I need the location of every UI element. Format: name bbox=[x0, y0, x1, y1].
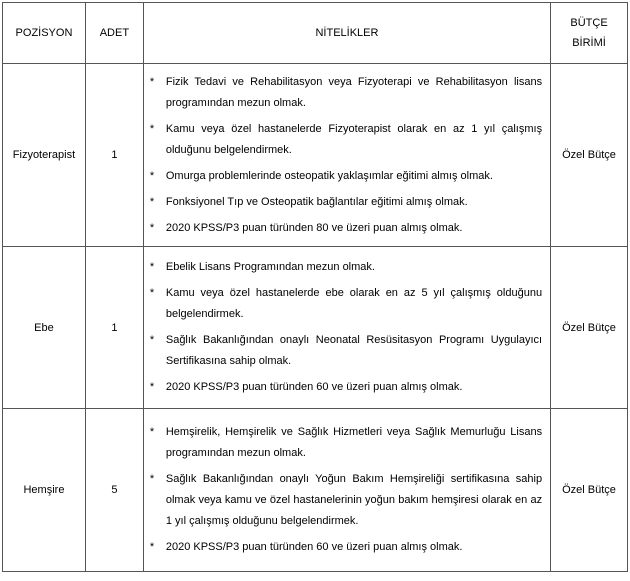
bullet-star: * bbox=[149, 122, 155, 135]
qualification-text: 2020 KPSS/P3 puan türünden 60 ve üzeri puan almış olmak. bbox=[165, 381, 463, 393]
bullet-star: * bbox=[149, 221, 155, 234]
table-row-fizyoterapist bbox=[3, 64, 628, 247]
header-budget-line1: BÜTÇE bbox=[570, 17, 608, 29]
qualification-item bbox=[150, 166, 542, 187]
qualification-item bbox=[150, 257, 542, 278]
qualification-text: 2020 KPSS/P3 puan türünden 60 ve üzeri puan almış olmak. bbox=[165, 541, 463, 553]
qualification-item bbox=[150, 330, 542, 372]
cell-count: 1 bbox=[85, 247, 143, 409]
header-budget bbox=[551, 3, 628, 64]
cell-qualifications bbox=[143, 247, 550, 409]
qualification-item bbox=[150, 422, 542, 464]
header-count: ADET bbox=[85, 3, 143, 64]
bullet-star: * bbox=[149, 473, 155, 485]
qualification-text: Sağlık Bakanlığından onaylı Yoğun Bakım Hemşireliği sertifikasına sahip olmak veya kamu ve özel hastanelerinin yoğun bakım hemşiresi olarak en az 1 yıl çalışmış olduğunu belgelendirmek. bbox=[165, 473, 543, 527]
bullet-star: * bbox=[149, 169, 155, 182]
qualification-text: Sağlık Bakanlığından onaylı Neonatal Resüsitasyon Programı Uygulayıcı Sertifikasına sahip olmak. bbox=[165, 334, 543, 367]
bullet-star: * bbox=[149, 261, 155, 273]
table-header-row bbox=[3, 3, 628, 64]
cell-position: Ebe bbox=[3, 247, 86, 409]
qualification-item bbox=[150, 537, 542, 558]
cell-budget: Özel Bütçe bbox=[551, 247, 628, 409]
header-qualifications: NİTELİKLER bbox=[143, 3, 550, 64]
qualification-item bbox=[150, 119, 542, 161]
bullet-star: * bbox=[149, 426, 155, 438]
bullet-star: * bbox=[149, 334, 155, 346]
qualification-text: Kamu veya özel hastanelerde Fizyoterapist olarak en az 1 yıl çalışmış olduğunu belgelendirmek. bbox=[165, 122, 543, 156]
qualification-item bbox=[150, 283, 542, 325]
header-budget-line2: BİRİMİ bbox=[572, 37, 606, 49]
table-row-hemsire bbox=[3, 409, 628, 572]
qualification-item bbox=[150, 218, 542, 239]
cell-count: 5 bbox=[85, 409, 143, 572]
bullet-star: * bbox=[149, 541, 155, 553]
qualification-text: Kamu veya özel hastanelerde ebe olarak en az 5 yıl çalışmış olduğunu belgelendirmek. bbox=[165, 287, 543, 320]
qualification-text: Hemşirelik, Hemşirelik ve Sağlık Hizmetleri veya Sağlık Memurluğu Lisans programından mezun olmak. bbox=[165, 426, 543, 459]
qualification-text: Fonksiyonel Tıp ve Osteopatik bağlantılar eğitimi almış olmak. bbox=[165, 195, 468, 208]
cell-position: Hemşire bbox=[3, 409, 86, 572]
qualification-list bbox=[144, 253, 550, 402]
header-position: POZİSYON bbox=[3, 3, 86, 64]
cell-budget: Özel Bütçe bbox=[551, 64, 628, 247]
qualification-item bbox=[150, 377, 542, 398]
cell-budget: Özel Bütçe bbox=[551, 409, 628, 572]
cell-qualifications bbox=[143, 64, 550, 247]
qualification-text: 2020 KPSS/P3 puan türünden 80 ve üzeri puan almış olmak. bbox=[165, 221, 463, 234]
qualification-text: Ebelik Lisans Programından mezun olmak. bbox=[165, 261, 375, 273]
cell-count: 1 bbox=[85, 64, 143, 247]
qualification-list bbox=[144, 68, 550, 243]
bullet-star: * bbox=[149, 287, 155, 299]
qualification-text: Omurga problemlerinde osteopatik yaklaşımlar eğitimi almış olmak. bbox=[165, 169, 493, 182]
qualification-item bbox=[150, 192, 542, 213]
qualification-text: Fizik Tedavi ve Rehabilitasyon veya Fizyoterapi ve Rehabilitasyon lisans programından mezun olmak. bbox=[165, 75, 543, 109]
qualification-item bbox=[150, 72, 542, 114]
bullet-star: * bbox=[149, 75, 155, 88]
positions-table bbox=[2, 2, 628, 572]
qualification-item bbox=[150, 469, 542, 532]
bullet-star: * bbox=[149, 195, 155, 208]
table-row-ebe bbox=[3, 247, 628, 409]
qualification-list bbox=[144, 418, 550, 562]
bullet-star: * bbox=[149, 381, 155, 393]
cell-position: Fizyoterapist bbox=[3, 64, 86, 247]
cell-qualifications bbox=[143, 409, 550, 572]
